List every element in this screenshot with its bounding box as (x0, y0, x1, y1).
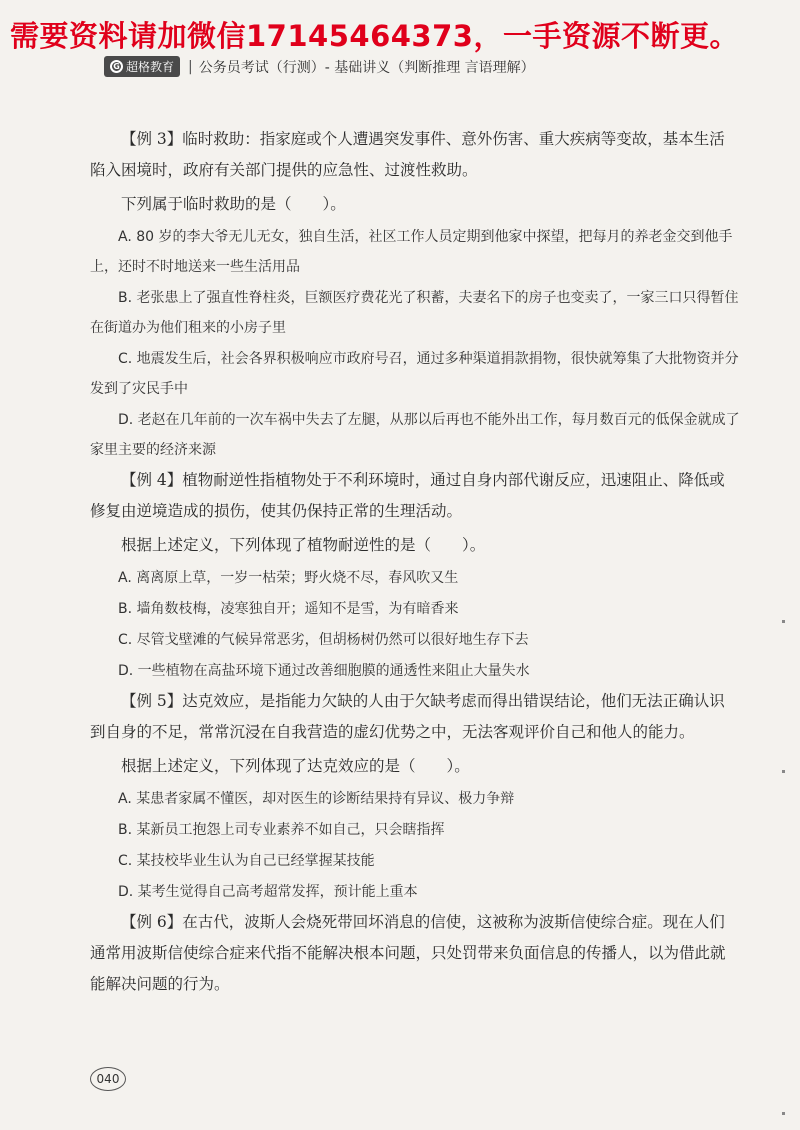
option-a: A. 80 岁的李大爷无儿无女，独自生活，社区工作人员定期到他家中探望，把每月的养老金交到他手上，还时不时地送来一些生活用品 (90, 229, 733, 275)
option-d: D. 一些植物在高盐环境下通过改善细胞膜的通透性来阻止大量失水 (118, 663, 530, 679)
page-header (104, 56, 535, 77)
option-d: D. 老赵在几年前的一次车祸中失去了左腿，从那以后再也不能外出工作，每月数百元的低保金就成了家里主要的经济来源 (90, 412, 740, 458)
example-definition: 【例 3】临时救助：指家庭或个人遭遇突发事件、意外伤害、重大疾病等变故，基本生活陷入困境时，政府有关部门提供的应急性、过渡性救助。 (90, 130, 725, 179)
logo-text: 超格教育 (126, 60, 175, 74)
example-question: 根据上述定义，下列体现了植物耐逆性的是（ ）。 (121, 536, 486, 554)
example-5 (90, 686, 740, 907)
margin-mark (782, 1112, 785, 1115)
watermark-banner: 需要资料请加微信17145464373，一手资源不断更。 (10, 19, 739, 53)
header-title: 公务员考试（行测）- 基础讲义（判断推理 言语理解） (198, 59, 535, 76)
option-a: A. 某患者家属不懂医，却对医生的诊断结果持有异议、极力争辩 (118, 791, 515, 807)
example-question: 下列属于临时救助的是（ ）。 (121, 195, 346, 213)
page-content (90, 124, 740, 1000)
option-b: B. 老张患上了强直性脊柱炎，巨额医疗费花光了积蓄，夫妻名下的房子也变卖了，一家三口只得暂住在街道办为他们租来的小房子里 (90, 290, 739, 336)
option-a: A. 离离原上草，一岁一枯荣；野火烧不尽，春风吹又生 (118, 570, 459, 586)
logo-icon: G (110, 60, 123, 73)
example-definition: 【例 6】在古代，波斯人会烧死带回坏消息的信使，这被称为波斯信使综合症。现在人们通常用波斯信使综合症来代指不能解决根本问题，只处罚带来负面信息的传播人，以为借此就能解决问题的行为。 (90, 913, 726, 993)
option-c: C. 尽管戈壁滩的气候异常恶劣，但胡杨树仍然可以很好地生存下去 (118, 632, 529, 648)
example-definition: 【例 4】植物耐逆性指植物处于不利环境时，通过自身内部代谢反应，迅速阻止、降低或修复由逆境造成的损伤，使其仍保持正常的生理活动。 (90, 471, 725, 520)
option-d: D. 某考生觉得自己高考超常发挥，预计能上重本 (118, 884, 418, 900)
page-number: 040 (90, 1067, 126, 1091)
example-3 (90, 124, 740, 465)
margin-mark (782, 620, 785, 623)
example-6 (90, 907, 740, 1000)
option-c: C. 某技校毕业生认为自己已经掌握某技能 (118, 853, 375, 869)
example-4 (90, 465, 740, 686)
option-b: B. 墙角数枝梅，凌寒独自开；遥知不是雪，为有暗香来 (118, 601, 459, 617)
example-question: 根据上述定义，下列体现了达克效应的是（ ）。 (121, 757, 470, 775)
option-b: B. 某新员工抱怨上司专业素养不如自己，只会瞎指挥 (118, 822, 445, 838)
option-c: C. 地震发生后，社会各界积极响应市政府号召，通过多种渠道捐款捐物，很快就筹集了大批物资并分发到了灾民手中 (90, 351, 739, 397)
publisher-logo (104, 56, 180, 77)
example-definition: 【例 5】达克效应，是指能力欠缺的人由于欠缺考虑而得出错误结论，他们无法正确认识到自身的不足，常常沉浸在自我营造的虚幻优势之中，无法客观评价自己和他人的能力。 (90, 692, 725, 741)
margin-mark (782, 770, 785, 773)
header-separator: | (188, 58, 193, 75)
